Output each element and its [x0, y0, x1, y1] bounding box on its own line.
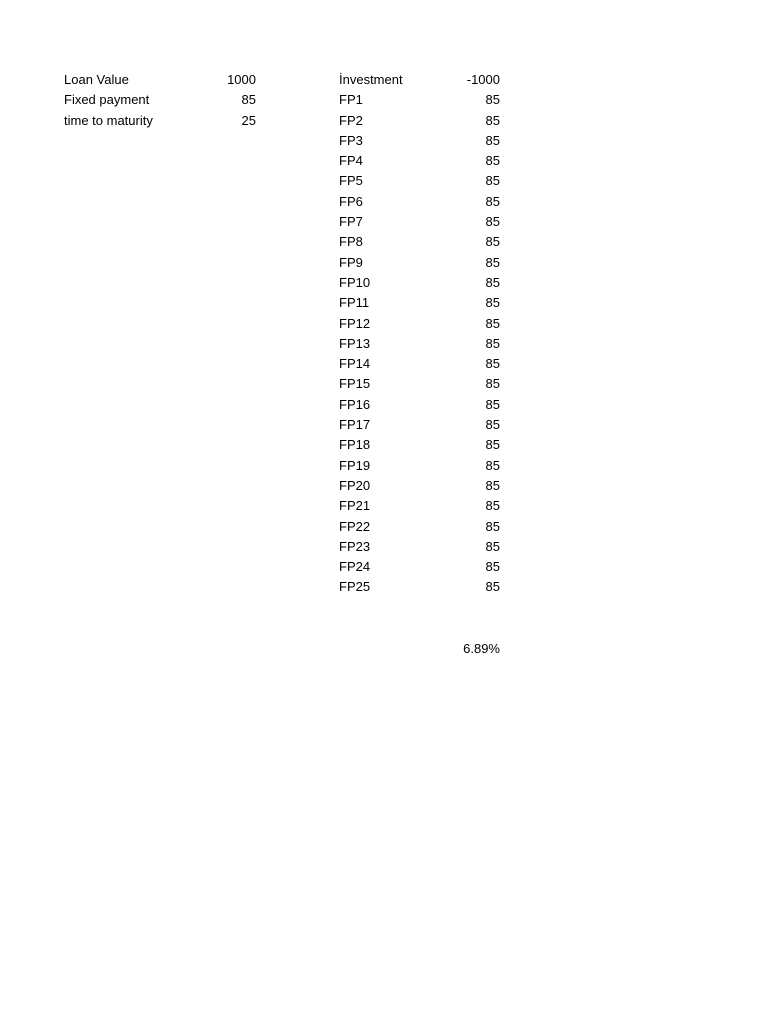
- cashflow-table: [339, 70, 500, 598]
- cashflow-value: 85: [485, 274, 500, 290]
- cashflow-row[interactable]: [339, 111, 500, 131]
- cashflow-label: FP8: [339, 234, 363, 250]
- cashflow-label: FP25: [339, 579, 371, 595]
- cashflow-label: FP3: [339, 132, 363, 148]
- cashflow-row[interactable]: [339, 374, 500, 394]
- fixed-payment-label: Fixed payment: [64, 92, 150, 108]
- cashflow-label: FP19: [339, 457, 371, 473]
- cashflow-row[interactable]: [339, 171, 500, 191]
- time-to-maturity-row[interactable]: [64, 111, 256, 131]
- investment-label: İnvestment: [339, 72, 403, 87]
- cashflow-row[interactable]: [339, 192, 500, 212]
- cashflow-value: 85: [485, 477, 500, 493]
- cashflow-label: FP13: [339, 335, 371, 351]
- time-to-maturity-value: 25: [241, 112, 256, 128]
- cashflow-value: 85: [485, 579, 500, 595]
- cashflow-row[interactable]: [339, 537, 500, 557]
- cashflow-label: FP9: [339, 254, 363, 270]
- cashflow-value: 85: [485, 254, 500, 270]
- cashflow-row[interactable]: [339, 456, 500, 476]
- fixed-payment-value: 85: [241, 92, 256, 108]
- investment-row[interactable]: [339, 70, 500, 90]
- cashflow-row[interactable]: [339, 334, 500, 354]
- cashflow-value: 85: [485, 335, 500, 351]
- cashflow-row[interactable]: [339, 557, 500, 577]
- cashflow-label: FP4: [339, 153, 363, 169]
- cashflow-row[interactable]: [339, 517, 500, 537]
- cashflow-value: 85: [485, 437, 500, 453]
- cashflow-label: FP1: [339, 92, 363, 108]
- cashflow-row[interactable]: [339, 90, 500, 110]
- cashflow-row[interactable]: [339, 293, 500, 313]
- cashflow-row[interactable]: [339, 212, 500, 232]
- cashflow-label: FP16: [339, 396, 371, 412]
- cashflow-value: 85: [485, 518, 500, 534]
- irr-result[interactable]: 6.89%: [463, 641, 500, 656]
- cashflow-row[interactable]: [339, 395, 500, 415]
- cashflow-row[interactable]: [339, 253, 500, 273]
- cashflow-row[interactable]: [339, 577, 500, 597]
- loan-parameters-table: [64, 70, 256, 131]
- cashflow-value: 85: [485, 193, 500, 209]
- cashflow-value: 85: [485, 538, 500, 554]
- cashflow-label: FP7: [339, 214, 363, 230]
- cashflow-label: FP21: [339, 498, 371, 514]
- cashflow-value: 85: [485, 417, 500, 433]
- loan-value-label: Loan Value: [64, 72, 129, 87]
- cashflow-value: 85: [485, 315, 500, 331]
- loan-value-value: 1000: [227, 72, 256, 87]
- cashflow-label: FP11: [339, 295, 370, 311]
- cashflow-value: 85: [485, 173, 500, 189]
- cashflow-value: 85: [485, 234, 500, 250]
- cashflow-row[interactable]: [339, 415, 500, 435]
- investment-value: -1000: [466, 72, 500, 87]
- cashflow-row[interactable]: [339, 476, 500, 496]
- cashflow-value: 85: [485, 396, 500, 412]
- cashflow-value: 85: [485, 457, 500, 473]
- cashflow-row[interactable]: [339, 151, 500, 171]
- loan-value-row[interactable]: [64, 70, 256, 90]
- cashflow-label: FP10: [339, 274, 371, 290]
- cashflow-label: FP23: [339, 538, 371, 554]
- cashflow-row[interactable]: [339, 435, 500, 455]
- cashflow-row[interactable]: [339, 496, 500, 516]
- cashflow-row[interactable]: [339, 131, 500, 151]
- cashflow-label: FP18: [339, 437, 371, 453]
- cashflow-label: FP17: [339, 417, 371, 433]
- cashflow-value: 85: [485, 356, 500, 372]
- cashflow-value: 85: [485, 559, 500, 575]
- cashflow-label: FP22: [339, 518, 371, 534]
- cashflow-label: FP24: [339, 559, 371, 575]
- cashflow-value: 85: [485, 153, 500, 169]
- cashflow-row[interactable]: [339, 232, 500, 252]
- cashflow-value: 85: [485, 112, 500, 128]
- cashflow-label: FP2: [339, 112, 363, 128]
- cashflow-row[interactable]: [339, 354, 500, 374]
- cashflow-label: FP15: [339, 376, 371, 392]
- cashflow-value: 85: [485, 498, 500, 514]
- cashflow-value: 85: [485, 376, 500, 392]
- cashflow-value: 85: [485, 92, 500, 108]
- cashflow-label: FP12: [339, 315, 371, 331]
- cashflow-label: FP5: [339, 173, 363, 189]
- cashflow-label: FP6: [339, 193, 363, 209]
- cashflow-row[interactable]: [339, 273, 500, 293]
- time-to-maturity-label: time to maturity: [64, 112, 153, 128]
- cashflow-row[interactable]: [339, 314, 500, 334]
- cashflow-value: 85: [485, 132, 500, 148]
- cashflow-value: 85: [485, 295, 500, 311]
- cashflow-label: FP20: [339, 477, 371, 493]
- fixed-payment-row[interactable]: [64, 90, 256, 110]
- cashflow-value: 85: [485, 214, 500, 230]
- cashflow-label: FP14: [339, 356, 371, 372]
